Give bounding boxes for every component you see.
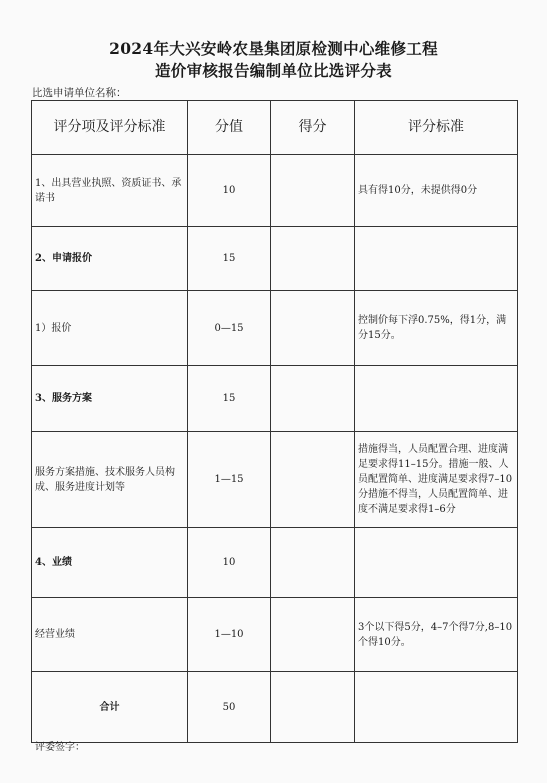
row-standard: 措施得当，人员配置合理、进度满足要求得11–15分。措施一般、人员配置简单、进度满足要求得7–10分措施不得当，人员配置简单、进度不满足要求得1–6分: [355, 432, 518, 528]
row-item: 4、业绩: [32, 528, 188, 598]
row-standard: [355, 528, 518, 598]
table-row: [32, 528, 518, 598]
row-score-cell[interactable]: [271, 528, 355, 598]
table-row: [32, 291, 518, 366]
table-row: [32, 366, 518, 432]
table-row: [32, 598, 518, 672]
table-row: [32, 227, 518, 291]
total-score-cell[interactable]: [271, 672, 355, 743]
row-value: 10: [188, 528, 271, 598]
row-item: 经营业绩: [32, 598, 188, 672]
header-item: 评分项及评分标准: [32, 101, 188, 155]
table-row: [32, 432, 518, 528]
row-item: 3、服务方案: [32, 366, 188, 432]
row-item: 1）报价: [32, 291, 188, 366]
row-value: 15: [188, 366, 271, 432]
row-score-cell[interactable]: [271, 366, 355, 432]
total-standard-cell: [355, 672, 518, 743]
total-label: 合计: [32, 672, 188, 743]
row-standard: 具有得10分，未提供得0分: [355, 155, 518, 227]
row-value: 1—15: [188, 432, 271, 528]
row-score-cell[interactable]: [271, 432, 355, 528]
row-standard: 控制价每下浮0.75%，得1分，满分15分。: [355, 291, 518, 366]
document-title-line2: 造价审核报告编制单位比选评分表: [154, 61, 392, 80]
row-value: 10: [188, 155, 271, 227]
applicant-label: 比选申请单位名称：: [32, 87, 127, 99]
row-value: 1—10: [188, 598, 271, 672]
table-row: [32, 155, 518, 227]
row-value: 15: [188, 227, 271, 291]
judge-signature-label: 评委签字：: [35, 742, 85, 753]
row-item: 服务方案措施、技术服务人员构成、服务进度计划等: [32, 432, 188, 528]
header-standard: 评分标准: [355, 101, 518, 155]
table-header-row: [32, 101, 518, 155]
row-score-cell[interactable]: [271, 155, 355, 227]
document-title-line1: 2024年大兴安岭农垦集团原检测中心维修工程: [109, 39, 438, 58]
total-row: [32, 672, 518, 743]
total-value: 50: [188, 672, 271, 743]
row-item: 2、申请报价: [32, 227, 188, 291]
row-standard: 3个以下得5分，4–7个得7分,8–10个得10分。: [355, 598, 518, 672]
row-item: 1、出具营业执照、资质证书、承诺书: [32, 155, 188, 227]
row-score-cell[interactable]: [271, 598, 355, 672]
row-standard: [355, 366, 518, 432]
row-score-cell[interactable]: [271, 291, 355, 366]
row-score-cell[interactable]: [271, 227, 355, 291]
header-value: 分值: [188, 101, 271, 155]
scoring-table: [31, 100, 518, 743]
row-value: 0—15: [188, 291, 271, 366]
header-score: 得分: [271, 101, 355, 155]
row-standard: [355, 227, 518, 291]
